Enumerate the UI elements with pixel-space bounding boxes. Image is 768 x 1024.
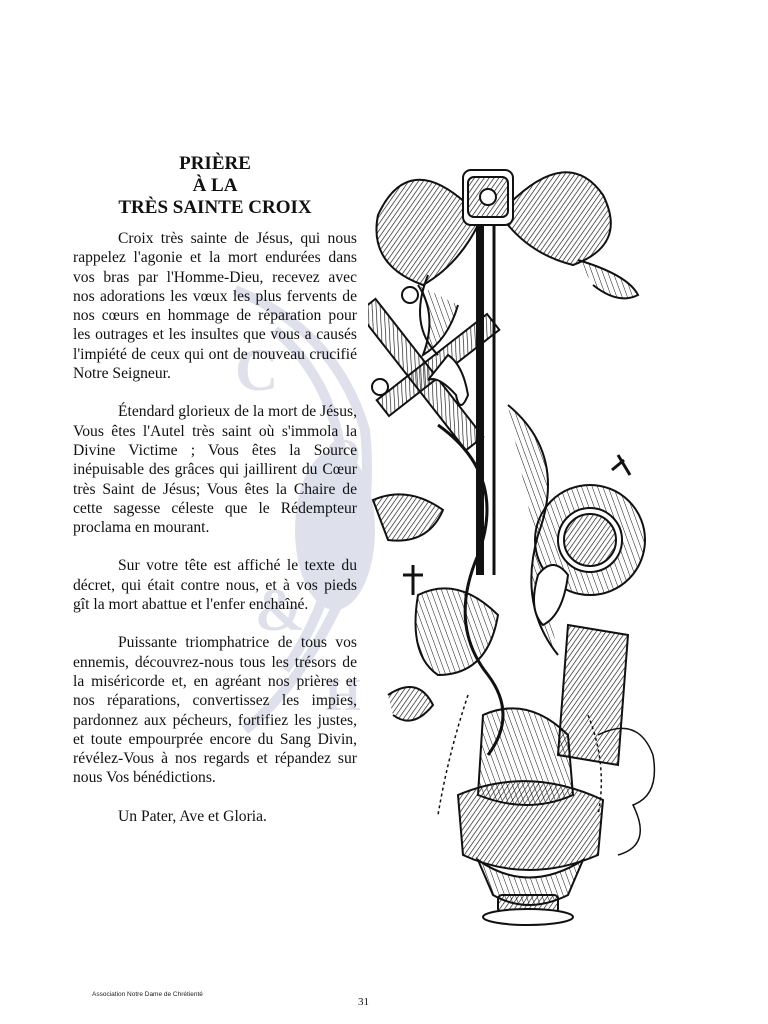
svg-text:&: & <box>255 577 305 643</box>
svg-text:H: H <box>325 669 361 720</box>
prayer-paragraph: Croix très sainte de Jésus, qui nous rappelez l'agonie et la mort endurées dans vos bras par l'Homme-Dieu, recevez avec nos adorations les vœux les plus fervents de nos cœurs en hommage de réparation pour les outrages et les insultes que vous a causés l'impiété de ceux qui ont de nouveau crucifié Notre Seigneur. <box>73 230 357 383</box>
svg-text:O: O <box>325 429 361 480</box>
prayer-paragraph: Sur votre tête est affiché le texte du décret, qui était contre nous, et à vos pieds gît la mort abattue et l'enfer enchaîné. <box>73 557 357 614</box>
title-line: TRÈS SAINTE CROIX <box>118 197 312 218</box>
prayer-title <box>73 153 357 219</box>
ornamental-cross-engraving-icon <box>368 155 660 930</box>
title-line: À LA <box>192 175 238 196</box>
page-number: 31 <box>358 996 369 1008</box>
prayer-text-column <box>73 153 357 845</box>
footer-association: Association Notre Dame de Chrétienté <box>92 991 203 998</box>
prayer-paragraph: Étendard glorieux de la mort de Jésus, Vous êtes l'Autel très saint où s'immola la Divine Victime ; Vous êtes la Source inépuisable des grâces qui jaillirent du Cœur très Saint de Jésus; Vous êtes la Chaire de cette sagesse céleste que le Rédempteur proclama en mourant. <box>73 403 357 537</box>
svg-text:C: C <box>235 337 279 403</box>
title-line: PRIÈRE <box>179 153 251 174</box>
prayer-closing: Un Pater, Ave et Gloria. <box>118 807 267 825</box>
prayer-paragraph: Puissante triomphatrice de tous vos ennemis, découvrez-nous tous les trésors de la miséricorde et, en agréant nos prières et nos réparations, convertissez les impies, pardonnez aux pécheurs, fortifiez les justes, et toute empourprée encore du Sang Divin, révélez-Vous à nos regards et répandez sur nous Vos bénédictions. <box>73 634 357 787</box>
